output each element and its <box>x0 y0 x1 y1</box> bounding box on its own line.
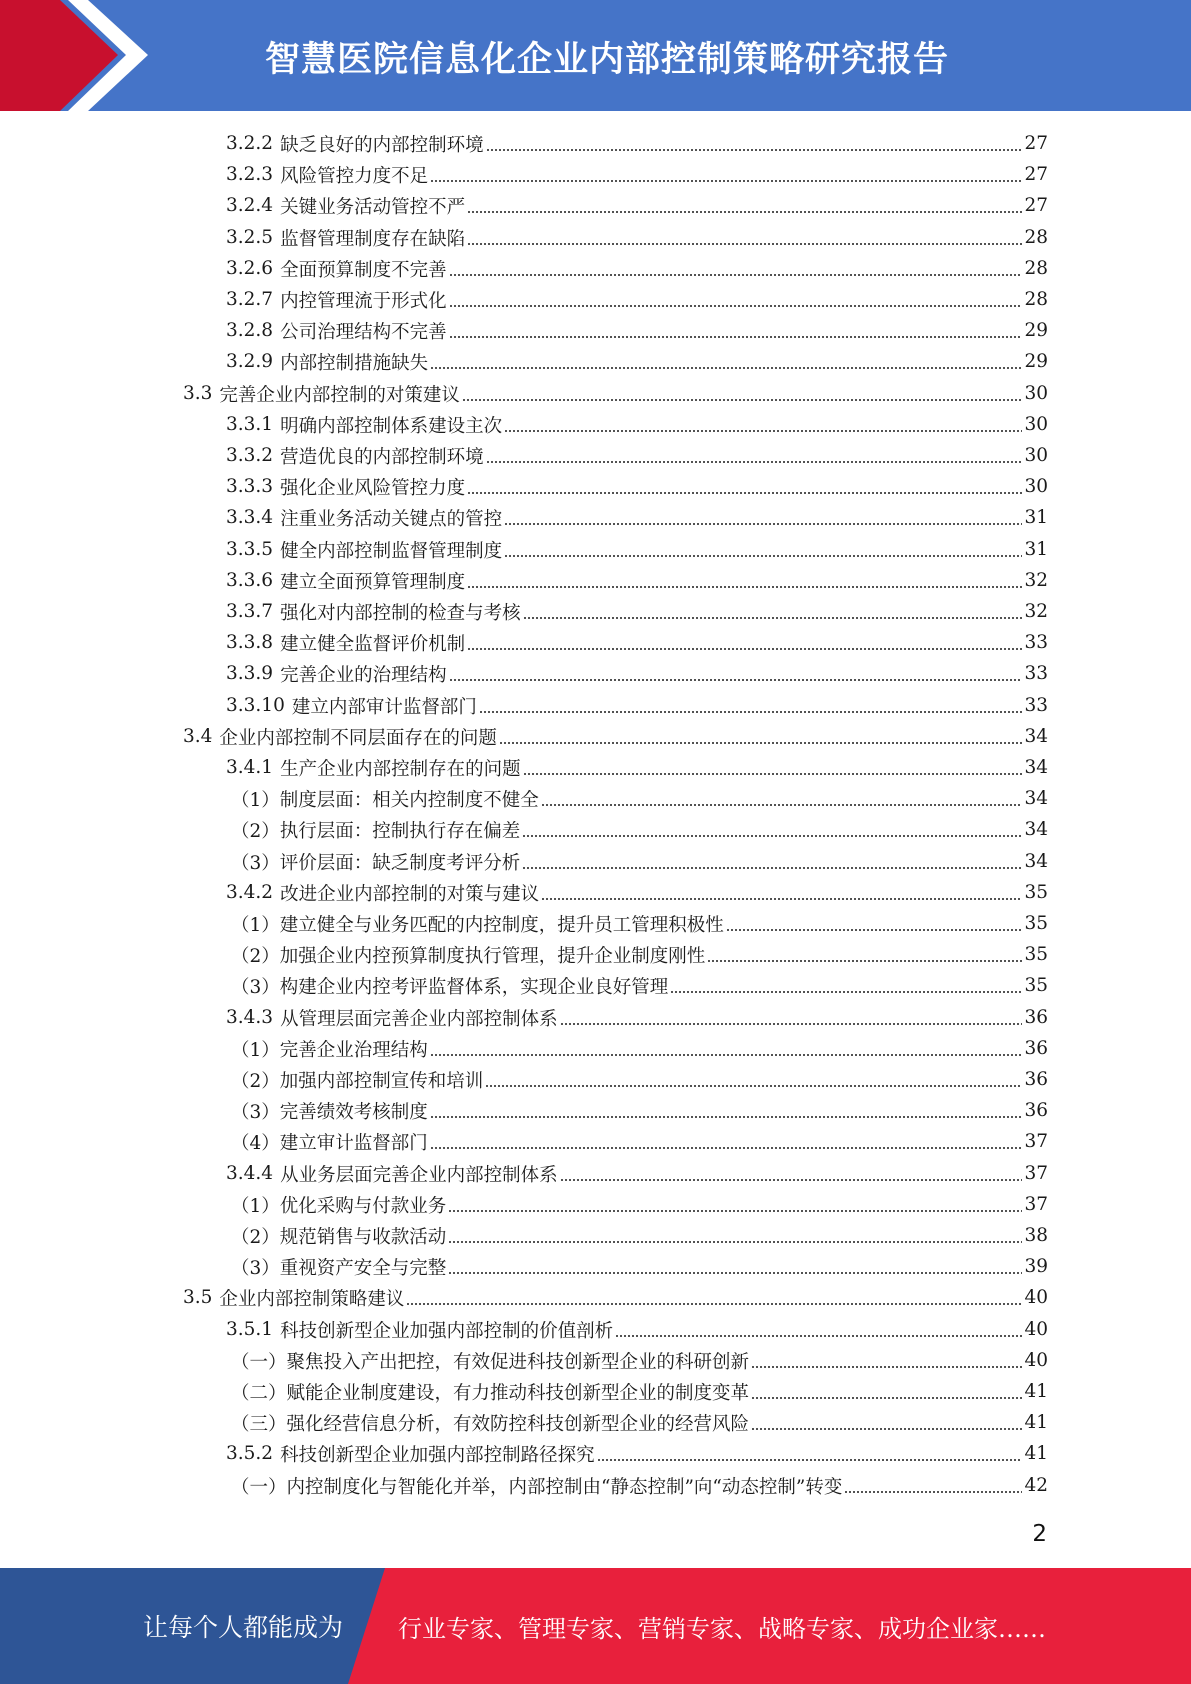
toc-entry-number: 3.2.6 <box>226 258 274 279</box>
toc-entry-title: 企业内部控制策略建议 <box>219 1288 405 1310</box>
toc-entry-title: 内控制度化与智能化并举，内部控制由“静态控制”向“动态控制”转变 <box>286 1476 843 1498</box>
toc-entry[interactable] <box>231 1189 1048 1220</box>
toc-entry-page: 36 <box>1024 1038 1048 1059</box>
toc-entry-page: 28 <box>1024 227 1048 248</box>
toc-entry-page: 40 <box>1024 1350 1048 1371</box>
toc-entry-page: 34 <box>1024 788 1048 809</box>
page-footer <box>0 1568 1191 1684</box>
toc-entry-page: 37 <box>1024 1131 1048 1152</box>
toc-entry[interactable] <box>226 440 1048 471</box>
toc-entry-page: 32 <box>1024 570 1048 591</box>
toc-entry-number: （3） <box>231 852 280 874</box>
toc-entry[interactable] <box>226 253 1048 284</box>
footer-slogan-left: 让每个人都能成为 <box>143 1613 344 1642</box>
toc-entry-title: 优化采购与付款业务 <box>279 1195 447 1217</box>
toc-entry[interactable] <box>231 939 1048 970</box>
toc-entry[interactable] <box>231 846 1048 877</box>
toc-entry-page: 35 <box>1024 944 1048 965</box>
toc-entry[interactable] <box>226 627 1048 658</box>
toc-entry-title: 赋能企业制度建设，有力推动科技创新型企业的制度变革 <box>286 1382 750 1404</box>
toc-entry-title: 内控管理流于形式化 <box>280 290 447 312</box>
toc-entry-page: 34 <box>1024 819 1048 840</box>
toc-entry[interactable] <box>226 409 1048 440</box>
toc-entry-page: 37 <box>1024 1163 1048 1184</box>
toc-entry-number: 3.3.6 <box>226 570 274 591</box>
toc-entry[interactable] <box>226 284 1048 315</box>
toc-entry[interactable] <box>226 1438 1048 1469</box>
toc-entry-number: （1） <box>231 1039 280 1061</box>
toc-entry-number: （二） <box>231 1382 287 1404</box>
toc-dot-leader <box>560 1023 1023 1025</box>
toc-entry-number: 3.2.7 <box>226 289 274 310</box>
toc-entry-title: 完善绩效考核制度 <box>279 1101 428 1123</box>
toc-entry-page: 41 <box>1024 1381 1048 1402</box>
toc-entry-title: 公司治理结构不完善 <box>280 321 447 343</box>
toc-entry-page: 29 <box>1024 320 1048 341</box>
toc-dot-leader <box>479 711 1023 713</box>
toc-entry-number: （4） <box>231 1132 280 1154</box>
toc-entry[interactable] <box>231 783 1048 814</box>
toc-entry[interactable] <box>231 1407 1048 1438</box>
toc-entry-number: （1） <box>231 1195 280 1217</box>
toc-entry-number: （三） <box>231 1413 287 1435</box>
toc-entry-title: 执行层面：控制执行存在偏差 <box>279 820 521 842</box>
toc-dot-leader <box>449 305 1023 307</box>
toc-entry[interactable] <box>183 378 1048 409</box>
toc-entry[interactable] <box>231 908 1048 939</box>
toc-entry-page: 31 <box>1024 539 1048 560</box>
toc-entry-title: 风险管控力度不足 <box>280 165 429 187</box>
toc-entry-number: 3.2.2 <box>226 133 274 154</box>
toc-dot-leader <box>844 1491 1022 1493</box>
toc-entry[interactable] <box>226 346 1048 377</box>
toc-entry-page: 35 <box>1024 975 1048 996</box>
toc-entry-page: 28 <box>1024 289 1048 310</box>
toc-entry-title: 评价层面：缺乏制度考评分析 <box>279 852 521 874</box>
toc-entry[interactable] <box>226 159 1048 190</box>
toc-entry-title: 缺乏良好的内部控制环境 <box>280 134 484 156</box>
toc-dot-leader <box>485 1085 1022 1087</box>
toc-entry-number: 3.2.3 <box>226 164 274 185</box>
toc-dot-leader <box>486 149 1023 151</box>
toc-entry[interactable] <box>231 814 1048 845</box>
toc-dot-leader <box>751 1428 1022 1430</box>
toc-dot-leader <box>504 555 1022 557</box>
toc-entry-number: （3） <box>231 976 280 998</box>
toc-entry[interactable] <box>226 315 1048 346</box>
toc-entry[interactable] <box>226 534 1048 565</box>
toc-entry-number: （2） <box>231 945 280 967</box>
toc-dot-leader <box>751 1397 1022 1399</box>
toc-entry-title: 关键业务活动管控不严 <box>280 196 466 218</box>
page-title: 智慧医院信息化企业内部控制策略研究报告 <box>265 40 950 80</box>
toc-entry[interactable] <box>226 565 1048 596</box>
toc-dot-leader <box>486 461 1023 463</box>
toc-entry-page: 41 <box>1024 1443 1048 1464</box>
toc-entry-number: （一） <box>231 1476 287 1498</box>
toc-entry-number: 3.3.7 <box>226 601 274 622</box>
toc-entry-number: （一） <box>231 1351 287 1373</box>
toc-entry-title: 企业内部控制不同层面存在的问题 <box>219 727 497 749</box>
toc-dot-leader <box>670 991 1022 993</box>
toc-dot-leader <box>467 243 1022 245</box>
toc-entry-title: 建立健全监督评价机制 <box>280 633 466 655</box>
toc-entry-title: 健全内部控制监督管理制度 <box>280 540 503 562</box>
toc-entry[interactable] <box>226 1158 1048 1189</box>
toc-entry[interactable] <box>231 1345 1048 1376</box>
toc-entry-page: 34 <box>1024 726 1048 747</box>
toc-dot-leader <box>597 1459 1023 1461</box>
toc-entry-number: 3.4.2 <box>226 882 274 903</box>
toc-entry-title: 明确内部控制体系建设主次 <box>280 415 503 437</box>
toc-dot-leader <box>615 1335 1022 1337</box>
toc-entry-number: 3.3 <box>183 383 213 404</box>
page-number: 2 <box>1032 1521 1047 1547</box>
toc-dot-leader <box>707 960 1022 962</box>
toc-entry-number: 3.5.2 <box>226 1443 274 1464</box>
toc-entry-page: 27 <box>1024 133 1048 154</box>
toc-entry-page: 42 <box>1024 1475 1048 1496</box>
toc-entry-page: 33 <box>1024 695 1048 716</box>
toc-entry-title: 完善企业内部控制的对策建议 <box>219 384 460 406</box>
toc-entry-page: 36 <box>1024 1007 1048 1028</box>
toc-entry[interactable] <box>183 1282 1048 1313</box>
toc-entry-number: 3.3.2 <box>226 445 274 466</box>
toc-entry-title: 强化对内部控制的检查与考核 <box>280 602 521 624</box>
toc-entry-number: 3.5.1 <box>226 1319 274 1340</box>
toc-entry-page: 30 <box>1024 414 1048 435</box>
toc-entry[interactable] <box>226 190 1048 221</box>
toc-entry-page: 40 <box>1024 1287 1048 1308</box>
toc-entry-number: 3.3.9 <box>226 663 274 684</box>
toc-entry[interactable] <box>231 1033 1048 1064</box>
toc-entry[interactable] <box>183 721 1048 752</box>
toc-entry-title: 注重业务活动关键点的管控 <box>280 508 503 530</box>
toc-dot-leader <box>406 1303 1022 1305</box>
toc-entry-page: 30 <box>1024 445 1048 466</box>
toc-entry-title: 强化经营信息分析，有效防控科技创新型企业的经营风险 <box>286 1413 750 1435</box>
toc-entry-page: 41 <box>1024 1412 1048 1433</box>
toc-entry[interactable] <box>231 1220 1048 1251</box>
toc-entry-number: （1） <box>231 914 280 936</box>
footer-slogan-right: 行业专家、管理专家、营销专家、战略专家、成功企业家…… <box>398 1615 1046 1643</box>
toc-entry-page: 34 <box>1024 757 1048 778</box>
toc-dot-leader <box>541 898 1022 900</box>
toc-entry-title: 建立审计监督部门 <box>279 1132 428 1154</box>
toc-entry-page: 32 <box>1024 601 1048 622</box>
toc-dot-leader <box>726 929 1023 931</box>
toc-entry-page: 40 <box>1024 1319 1048 1340</box>
toc-entry-number: 3.3.5 <box>226 539 274 560</box>
toc-dot-leader <box>499 742 1023 744</box>
toc-entry[interactable] <box>226 222 1048 253</box>
toc-dot-leader <box>449 336 1023 338</box>
toc-entry-number: （3） <box>231 1101 280 1123</box>
toc-entry-title: 建立内部审计监督部门 <box>291 696 477 718</box>
toc-entry-page: 35 <box>1024 913 1048 934</box>
toc-dot-leader <box>522 835 1022 837</box>
toc-entry-page: 29 <box>1024 351 1048 372</box>
toc-entry[interactable] <box>226 502 1048 533</box>
header-chevron-graphic <box>0 0 160 111</box>
toc-dot-leader <box>751 1366 1022 1368</box>
toc-entry-title: 改进企业内部控制的对策与建议 <box>280 883 540 905</box>
toc-dot-leader <box>467 211 1022 213</box>
toc-entry-number: 3.5 <box>183 1287 213 1308</box>
toc-entry-title: 加强内部控制宣传和培训 <box>279 1070 484 1092</box>
toc-entry-page: 30 <box>1024 383 1048 404</box>
toc-entry[interactable] <box>226 596 1048 627</box>
toc-entry-title: 规范销售与收款活动 <box>279 1226 447 1248</box>
toc-entry-title: 监督管理制度存在缺陷 <box>280 228 466 250</box>
toc-entry[interactable] <box>226 877 1048 908</box>
toc-entry-page: 37 <box>1024 1194 1048 1215</box>
toc-entry-page: 33 <box>1024 663 1048 684</box>
toc-entry-page: 27 <box>1024 164 1048 185</box>
page-header <box>0 0 1191 111</box>
toc-dot-leader <box>430 1147 1023 1149</box>
toc-dot-leader <box>449 274 1023 276</box>
toc-entry[interactable] <box>226 128 1048 159</box>
toc-dot-leader <box>448 1241 1022 1243</box>
toc-entry-page: 35 <box>1024 882 1048 903</box>
toc-entry-number: 3.3.10 <box>226 695 285 716</box>
toc-entry-title: 科技创新型企业加强内部控制路径探究 <box>280 1444 595 1466</box>
toc-dot-leader <box>448 1272 1022 1274</box>
toc-dot-leader <box>467 586 1022 588</box>
toc-entry-number: 3.2.9 <box>226 351 274 372</box>
toc-entry-title: 内部控制措施缺失 <box>280 352 429 374</box>
toc-entry-number: （2） <box>231 820 280 842</box>
toc-entry-title: 从业务层面完善企业内部控制体系 <box>280 1164 558 1186</box>
toc-entry[interactable] <box>231 1376 1048 1407</box>
toc-entry-title: 完善企业治理结构 <box>279 1039 428 1061</box>
toc-entry-number: 3.3.4 <box>226 507 274 528</box>
toc-entry-title: 建立全面预算管理制度 <box>280 571 466 593</box>
toc-entry-number: 3.2.8 <box>226 320 274 341</box>
toc-dot-leader <box>523 617 1023 619</box>
toc-entry-number: 3.2.4 <box>226 195 274 216</box>
toc-entry-number: 3.3.3 <box>226 476 274 497</box>
toc-entry[interactable] <box>231 1126 1048 1157</box>
toc-entry-number: （3） <box>231 1257 280 1279</box>
toc-entry[interactable] <box>231 1470 1048 1501</box>
toc-entry[interactable] <box>226 1314 1048 1345</box>
toc-entry-number: （2） <box>231 1226 280 1248</box>
toc-entry-number: 3.4 <box>183 726 213 747</box>
toc-dot-leader <box>467 648 1022 650</box>
toc-entry[interactable] <box>231 970 1048 1001</box>
toc-entry-title: 完善企业的治理结构 <box>280 664 447 686</box>
toc-entry-number: 3.4.4 <box>226 1163 274 1184</box>
toc-entry-title: 科技创新型企业加强内部控制的价值剖析 <box>280 1320 614 1342</box>
toc-entry-title: 强化企业风险管控力度 <box>280 477 466 499</box>
toc-entry[interactable] <box>226 1002 1048 1033</box>
toc-entry-title: 构建企业内控考评监督体系，实现企业良好管理 <box>279 976 669 998</box>
toc-dot-leader <box>504 523 1022 525</box>
toc-dot-leader <box>541 804 1023 806</box>
toc-entry[interactable] <box>231 1064 1048 1095</box>
toc-entry-number: 3.2.5 <box>226 227 274 248</box>
toc-dot-leader <box>430 180 1022 182</box>
toc-dot-leader <box>462 399 1023 401</box>
toc-entry-page: 30 <box>1024 476 1048 497</box>
toc-entry-number: 3.4.3 <box>226 1007 274 1028</box>
toc-entry-page: 36 <box>1024 1069 1048 1090</box>
toc-entry-page: 28 <box>1024 258 1048 279</box>
toc-dot-leader <box>560 1179 1023 1181</box>
toc-entry-title: 建立健全与业务匹配的内控制度，提升员工管理积极性 <box>279 914 724 936</box>
toc-entry-page: 36 <box>1024 1100 1048 1121</box>
toc-entry[interactable] <box>226 690 1048 721</box>
toc-entry-page: 39 <box>1024 1256 1048 1277</box>
toc-entry[interactable] <box>231 1251 1048 1282</box>
toc-entry-title: 加强企业内控预算制度执行管理，提升企业制度刚性 <box>279 945 706 967</box>
toc-dot-leader <box>522 867 1022 869</box>
toc-entry-number: （2） <box>231 1070 280 1092</box>
toc-entry-title: 全面预算制度不完善 <box>280 259 447 281</box>
toc-entry[interactable] <box>226 471 1048 502</box>
toc-entry[interactable] <box>226 752 1048 783</box>
toc-entry-page: 31 <box>1024 507 1048 528</box>
toc-entry-title: 制度层面：相关内控制度不健全 <box>279 789 539 811</box>
toc-dot-leader <box>504 430 1022 432</box>
toc-dot-leader <box>448 1210 1022 1212</box>
toc-dot-leader <box>523 773 1023 775</box>
toc-entry-title: 聚焦投入产出把控，有效促进科技创新型企业的科研创新 <box>286 1351 750 1373</box>
toc-entry[interactable] <box>231 1095 1048 1126</box>
toc-dot-leader <box>449 679 1023 681</box>
toc-entry-number: 3.3.1 <box>226 414 274 435</box>
toc-entry[interactable] <box>226 658 1048 689</box>
toc-dot-leader <box>430 1054 1023 1056</box>
toc-entry-title: 从管理层面完善企业内部控制体系 <box>280 1008 558 1030</box>
toc-entry-page: 38 <box>1024 1225 1048 1246</box>
toc-dot-leader <box>430 367 1022 369</box>
toc-entry-title: 重视资产安全与完整 <box>279 1257 447 1279</box>
toc-entry-number: 3.4.1 <box>226 757 274 778</box>
toc-dot-leader <box>430 1116 1023 1118</box>
toc-entry-number: （1） <box>231 789 280 811</box>
toc-entry-page: 27 <box>1024 195 1048 216</box>
toc-entry-title: 生产企业内部控制存在的问题 <box>280 758 521 780</box>
toc-entry-page: 33 <box>1024 632 1048 653</box>
toc-entry-number: 3.3.8 <box>226 632 274 653</box>
toc-entry-page: 34 <box>1024 851 1048 872</box>
toc-dot-leader <box>467 492 1022 494</box>
toc-entry-title: 营造优良的内部控制环境 <box>280 446 484 468</box>
